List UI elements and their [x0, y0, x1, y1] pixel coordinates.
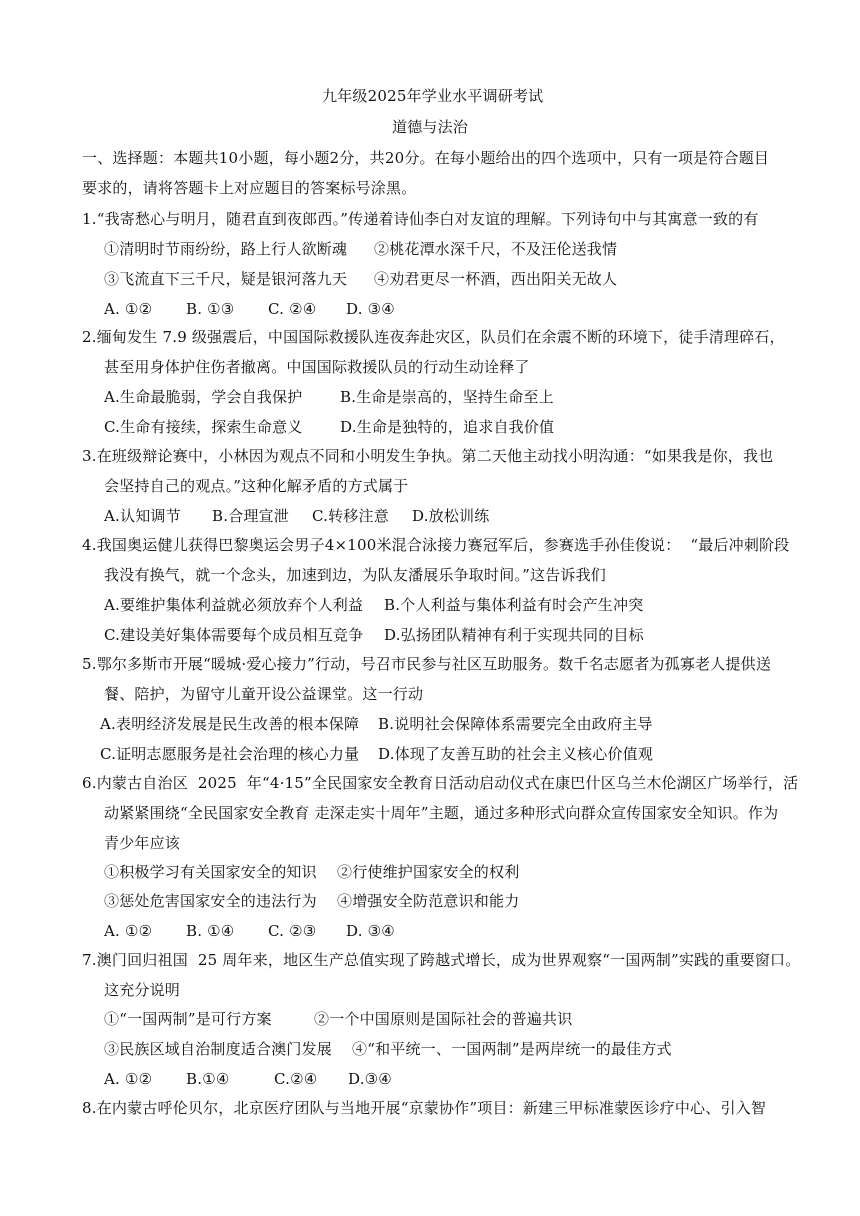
q7-item4: ④“和平统一、一国两制”是两岸统一的最佳方式 [352, 1040, 672, 1058]
q2-option-c: C.生命有接续，探索生命意义 [104, 418, 303, 436]
q5-stem-line2: 餐、陪护，为留守儿童开设公益课堂。这一行动 [104, 685, 424, 703]
exam-subject: 道德与法治 [392, 118, 469, 136]
exam-title: 九年级2025年学业水平调研考试 [322, 87, 544, 105]
q1-item4: ④劝君更尽一杯酒，西出阳关无故人 [374, 270, 618, 288]
q2-option-b: B.生命是崇高的，坚持生命至上 [340, 388, 554, 406]
q5-option-d: D.体现了友善互助的社会主义核心价值观 [378, 745, 654, 763]
q6-option-b: B. ①④ [186, 922, 235, 940]
q6-item3: ③惩处危害国家安全的违法行为 [104, 892, 317, 910]
q3-option-d: D.放松训练 [412, 507, 490, 525]
q6-stem-line2: 动紧紧围绕“全民国家安全教育 走深走实十周年”主题，通过多种形式向群众宣传国家安全知识。作为 [104, 804, 779, 822]
q1-option-c: C. ②④ [268, 300, 317, 318]
q3-option-c: C.转移注意 [312, 507, 389, 525]
q6-stem-line1: 6.内蒙古自治区 2025 年“4·15”全民国家安全教育日活动启动仪式在康巴什区乌兰木伦湖区广场举行，活 [82, 774, 799, 792]
q7-item2: ②一个中国原则是国际社会的普遍共识 [314, 1010, 573, 1028]
q6-item2: ②行使维护国家安全的权利 [337, 863, 520, 881]
q7-option-d: D.③④ [348, 1070, 392, 1088]
q4-option-b: B.个人利益与集体利益有时会产生冲突 [384, 596, 644, 614]
q4-option-a: A.要维护集体利益就必须放弃个人利益 [104, 596, 364, 614]
q6-option-a: A. ①② [104, 922, 153, 940]
q1-option-d: D. ③④ [346, 300, 395, 318]
q4-option-c: C.建设美好集体需要每个成员相互竞争 [104, 626, 364, 644]
q7-option-c: C.②④ [274, 1070, 318, 1088]
q7-option-a: A. ①② [104, 1070, 153, 1088]
q5-option-c: C.证明志愿服务是社会治理的核心力量 [100, 745, 360, 763]
q3-stem-line2: 会坚持自己的观点。”这种化解矛盾的方式属于 [104, 477, 409, 495]
q7-item1: ①“一国两制”是可行方案 [104, 1010, 272, 1028]
q7-option-b: B.①④ [186, 1070, 230, 1088]
q7-item3: ③民族区域自治制度适合澳门发展 [104, 1040, 333, 1058]
q2-option-d: D.生命是独特的，追求自我价值 [340, 418, 555, 436]
q3-option-a: A.认知调节 [104, 507, 181, 525]
q5-option-b: B.说明社会保障体系需要完全由政府主导 [378, 715, 653, 733]
q1-item2: ②桃花潭水深千尺，不及汪伦送我情 [374, 240, 618, 258]
q5-option-a: A.表明经济发展是民生改善的根本保障 [100, 715, 360, 733]
q3-stem-line1: 3.在班级辩论赛中，小林因为观点不同和小明发生争执。第二天他主动找小明沟通：“如果我是你，我也 [82, 447, 774, 465]
q6-item4: ④增强安全防范意识和能力 [337, 892, 520, 910]
q8-stem-line1: 8.在内蒙古呼伦贝尔，北京医疗团队与当地开展“京蒙协作”项目：新建三甲标准蒙医诊疗中心、引入智 [82, 1099, 767, 1117]
q5-stem-line1: 5.鄂尔多斯市开展“暖城·爱心接力”行动，号召市民参与社区互助服务。数千名志愿者为孤寡老人提供送 [82, 655, 772, 673]
q1-option-b: B. ①③ [186, 300, 235, 318]
q7-stem-line1: 7.澳门回归祖国 25 周年来，地区生产总值实现了跨越式增长，成为世界观察“一国两制”实践的重要窗口。 [82, 951, 801, 969]
q2-stem-line2: 甚至用身体护住伤者撤离。中国国际救援队员的行动生动诠释了 [104, 358, 530, 376]
q4-stem-line2: 我没有换气，就一个念头，加速到边，为队友潘展乐争取时间。”这告诉我们 [104, 566, 606, 584]
q2-stem-line1: 2.缅甸发生 7.9 级强震后，中国国际救援队连夜奔赴灾区，队员们在余震不断的环境下，徒手清理碎石， [82, 328, 785, 346]
q4-option-d: D.弘扬团队精神有利于实现共同的目标 [384, 626, 644, 644]
q1-stem: 1.“我寄愁心与明月，随君直到夜郎西。”传递着诗仙李白对友谊的理解。下列诗句中与其寓意一致的有 [82, 210, 759, 228]
q1-item1: ①清明时节雨纷纷，路上行人欲断魂 [104, 240, 348, 258]
q4-stem-line1: 4.我国奥运健儿获得巴黎奥运会男子4×100米混合泳接力赛冠军后，参赛选手孙佳俊说： “最后冲刺阶段 [82, 536, 790, 554]
q6-option-d: D. ③④ [346, 922, 395, 940]
q6-item1: ①积极学习有关国家安全的知识 [104, 863, 317, 881]
q6-stem-line3: 青少年应该 [104, 834, 181, 852]
q1-option-a: A. ①② [104, 300, 153, 318]
q7-stem-line2: 这充分说明 [104, 981, 181, 999]
q1-item3: ③飞流直下三千尺，疑是银河落九天 [104, 270, 348, 288]
q3-option-b: B.合理宣泄 [212, 507, 289, 525]
q6-option-c: C. ②③ [268, 922, 317, 940]
section-heading-line2: 要求的，请将答题卡上对应题目的答案标号涂黑。 [82, 179, 417, 197]
section-heading-line1: 一、选择题：本题共10小题，每小题2分，共20分。在每小题给出的四个选项中，只有一项是符合题目 [82, 149, 770, 167]
q2-option-a: A.生命最脆弱，学会自我保护 [104, 388, 303, 406]
